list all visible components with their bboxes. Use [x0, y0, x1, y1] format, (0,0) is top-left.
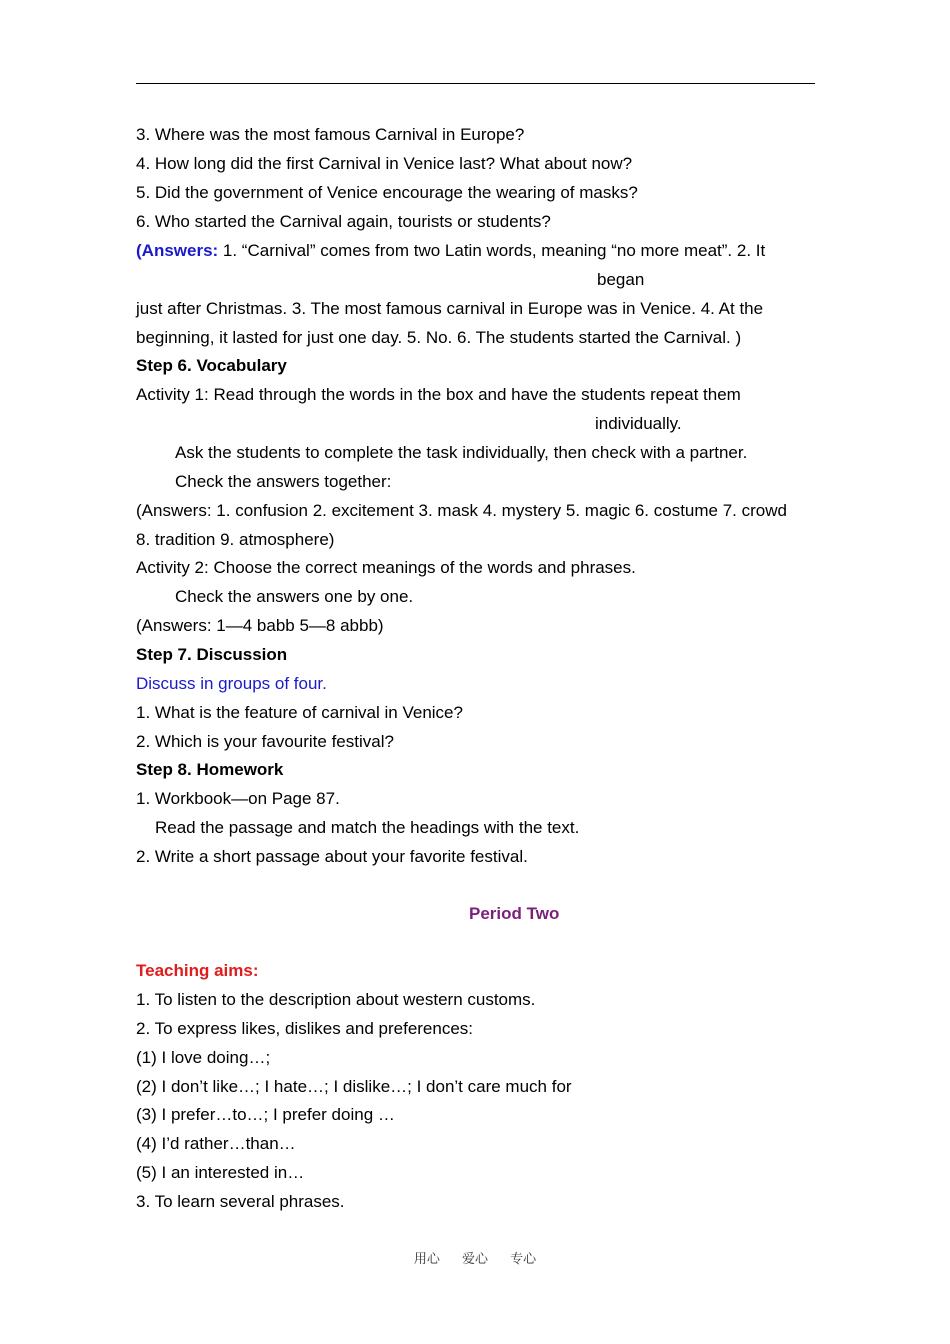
homework-item-1: 1. Workbook—on Page 87.	[136, 789, 340, 808]
activity1-text: Activity 1: Read through the words in the box and have the students repeat them	[136, 385, 741, 404]
activity2-instruction: Check the answers one by one.	[175, 587, 414, 606]
homework-item-2: 2. Write a short passage about your favorite festival.	[136, 847, 528, 866]
answers-line-2: just after Christmas. 3. The most famous carnival in Europe was in Venice. 4. At the	[136, 299, 764, 318]
activity1-answers-line-2: 8. tradition 9. atmosphere)	[136, 530, 335, 549]
answers-line-3: beginning, it lasted for just one day. 5. No. 6. The students started the Carnival. )	[136, 328, 742, 347]
question-5: 5. Did the government of Venice encourage the wearing of masks?	[136, 183, 638, 202]
question-3: 3. Where was the most famous Carnival in Europe?	[136, 125, 525, 144]
answers-text: 1. “Carnival” comes from two Latin words, meaning “no more meat”. 2. It	[218, 241, 766, 260]
footer-word-3: 专心	[510, 1252, 537, 1267]
homework-item-1-detail: Read the passage and match the headings with the text.	[155, 818, 580, 837]
activity1-wrap-word: individually.	[595, 414, 682, 433]
step6-heading: Step 6. Vocabulary	[136, 356, 287, 375]
teaching-aims-heading: Teaching aims:	[136, 961, 259, 980]
question-6: 6. Who started the Carnival again, tourists or students?	[136, 212, 551, 231]
aim-1: 1. To listen to the description about western customs.	[136, 990, 536, 1009]
discussion-question-2: 2. Which is your favourite festival?	[136, 732, 394, 751]
question-4: 4. How long did the first Carnival in Venice last? What about now?	[136, 154, 633, 173]
activity1-instruction-2: Check the answers together:	[175, 472, 392, 491]
aim-3: 3. To learn several phrases.	[136, 1192, 345, 1211]
footer-word-1: 用心	[413, 1252, 440, 1267]
page-footer	[0, 1248, 950, 1267]
activity2-text: Activity 2: Choose the correct meanings of the words and phrases.	[136, 558, 636, 577]
answers-wrap-word: began	[597, 270, 645, 289]
answers-label: (Answers:	[136, 241, 219, 260]
footer-word-2: 爱心	[461, 1252, 488, 1267]
activity1-instruction-1: Ask the students to complete the task individually, then check with a partner.	[175, 443, 748, 462]
answers-paragraph	[136, 240, 765, 262]
aim-2-example-2: (2) I don’t like…; I hate…; I dislike…; I don’t care much for	[136, 1077, 572, 1096]
header-rule	[136, 83, 815, 84]
activity2-answers: (Answers: 1—4 babb 5—8 abbb)	[136, 616, 384, 635]
step8-heading: Step 8. Homework	[136, 760, 284, 779]
period-title: Period Two	[469, 904, 560, 923]
aim-2-example-1: (1) I love doing…;	[136, 1048, 271, 1067]
aim-2: 2. To express likes, dislikes and preferences:	[136, 1019, 474, 1038]
aim-2-example-5: (5) I an interested in…	[136, 1163, 305, 1182]
step7-subheading: Discuss in groups of four.	[136, 674, 327, 693]
activity1-answers-line-1: (Answers: 1. confusion 2. excitement 3. mask 4. mystery 5. magic 6. costume 7. crowd	[136, 501, 787, 520]
aim-2-example-4: (4) I’d rather…than…	[136, 1134, 296, 1153]
aim-2-example-3: (3) I prefer…to…; I prefer doing …	[136, 1105, 395, 1124]
discussion-question-1: 1. What is the feature of carnival in Venice?	[136, 703, 463, 722]
step7-heading: Step 7. Discussion	[136, 645, 288, 664]
